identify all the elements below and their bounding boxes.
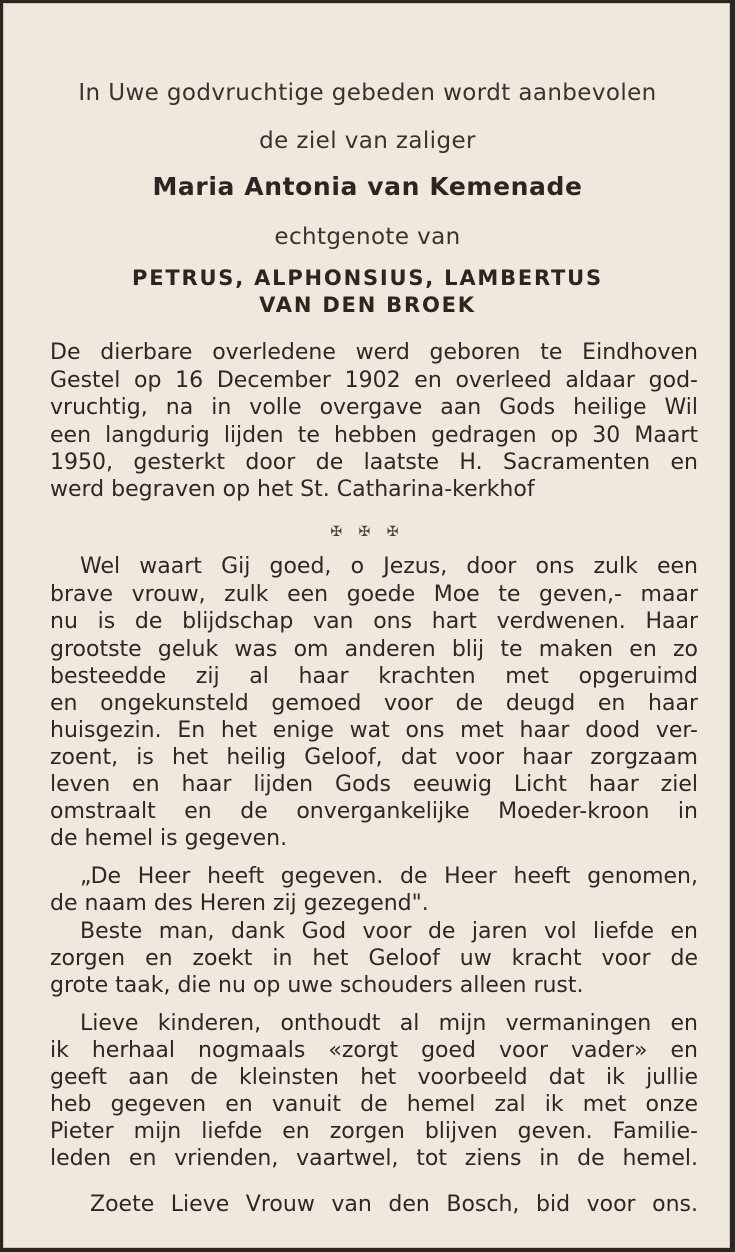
cross-divider: ✠ ✠ ✠	[330, 524, 405, 540]
paragraph-line: leden en vrienden, vaartwel, tot ziens in de hemel.	[50, 1146, 698, 1171]
biography-line: werd begraven op het St. Catharina-kerkhof	[50, 477, 535, 502]
memorial-card	[3, 3, 730, 1248]
spouse-intro: echtgenote van	[274, 224, 461, 250]
intro-line-2: de ziel van zaliger	[259, 128, 476, 154]
paragraph-line: zoent, is het heilig Geloof, dat voor haar zorgzaam	[50, 745, 698, 770]
paragraph-line: Wel waart Gij goed, o Jezus, door ons zulk een	[80, 554, 698, 579]
biography-line: vruchtig, na in volle overgave aan Gods heilige Wil	[50, 395, 698, 420]
biography-line: Gestel op 16 December 1902 en overleed aldaar god-	[50, 368, 698, 393]
paragraph-line: heb gegeven en vanuit de hemel zal ik met onze	[50, 1092, 698, 1117]
biography-line: een langdurig lijden te hebben gedragen op 30 Maart	[50, 423, 698, 448]
paragraph-line: huisgezin. En het enige wat ons met haar dood ver-	[50, 718, 698, 743]
paragraph-line: Lieve kinderen, onthoudt al mijn vermaningen en	[80, 1011, 698, 1036]
closing-prayer: Zoete Lieve Vrouw van den Bosch, bid voor ons.	[90, 1192, 698, 1217]
biography-line: De dierbare overledene werd geboren te Eindhoven	[50, 340, 698, 365]
paragraph-line: Beste man, dank God voor de jaren vol liefde en	[80, 919, 698, 944]
paragraph-line: leven en haar lijden Gods eeuwig Licht haar ziel	[50, 772, 698, 797]
paragraph-line: nu is de blijdschap van ons hart verdwenen. Haar	[50, 609, 698, 634]
quote-line: de naam des Heren zij gezegend".	[50, 891, 429, 916]
paragraph-line: geeft aan de kleinsten het voorbeeld dat ik jullie	[50, 1065, 698, 1090]
paragraph-line: besteedde zij al haar krachten met opgeruimd	[50, 664, 698, 689]
paragraph-line: en ongekunsteld gemoed voor de deugd en haar	[50, 691, 698, 716]
paragraph-line: Pieter mijn liefde en zorgen blijven geven. Familie-	[50, 1119, 698, 1144]
paragraph-line: brave vrouw, zulk een goede Moe te geven,- maar	[50, 582, 698, 607]
paragraph-line: ik herhaal nogmaals «zorgt goed voor vader» en	[50, 1038, 698, 1063]
paragraph-line: grote taak, die nu op uwe schouders alleen rust.	[50, 973, 584, 998]
biography-line: 1950, gesterkt door de laatste H. Sacramenten en	[50, 450, 698, 475]
spouse-name-line-1: PETRUS, ALPHONSIUS, LAMBERTUS	[132, 266, 603, 290]
spouse-name-line-2: VAN DEN BROEK	[259, 293, 476, 317]
paragraph-line: zorgen en zoekt in het Geloof uw kracht voor de	[50, 946, 698, 971]
paragraph-line: de hemel is gegeven.	[50, 826, 288, 851]
deceased-name: Maria Antonia van Kemenade	[152, 172, 583, 201]
paragraph-line: grootste geluk was om anderen blij te maken en zo	[50, 637, 698, 662]
paragraph-line: omstraalt en de onvergankelijke Moeder-kroon in	[50, 799, 698, 824]
intro-line-1: In Uwe godvruchtige gebeden wordt aanbevolen	[78, 80, 657, 106]
quote-line: „De Heer heeft gegeven. de Heer heeft genomen,	[80, 864, 698, 889]
